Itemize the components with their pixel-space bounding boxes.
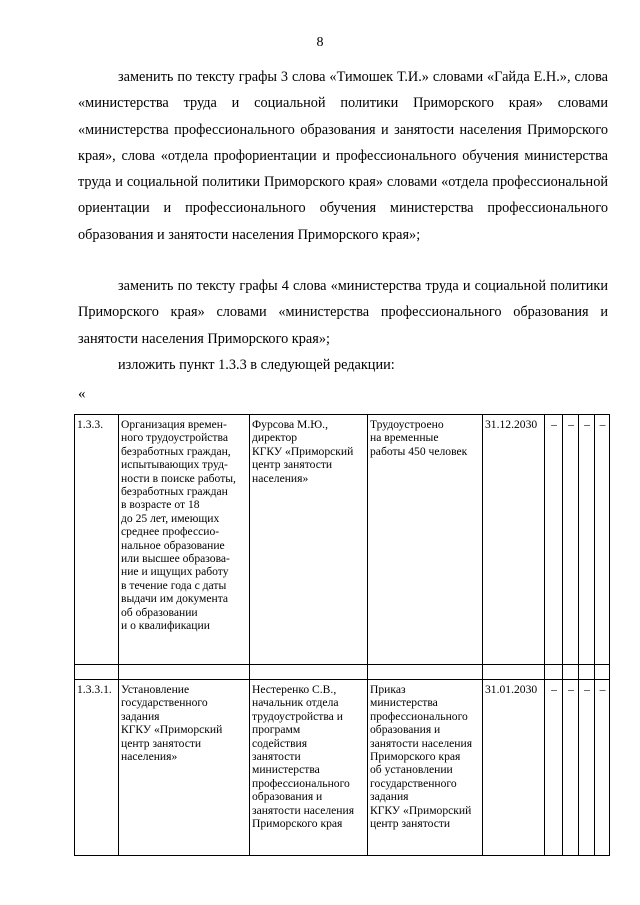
item-name: Установление государственного задания КГКУ «Приморский центр занятости населения» bbox=[119, 680, 250, 856]
item-name: Организация времен- ного трудоустройства безработных граждан, испытывающих труд- ности в поиске работы, безработных граждан в возрасте от 18 до 25 лет, имеющих среднее профессио- нальное образование или высшее образова- ние и ищущих работу в течение года с даты выдачи им документа об образовании и о квалификации bbox=[119, 415, 250, 665]
paragraph-1: заменить по тексту графы 3 слова «Тимошек Т.И.» словами «Гайда Е.Н.», слова «министерства труда и социальной политики Приморского края» словами «министерства профессионального образования и занятости населения Приморского края», слова «отдела профориентации и профессионального обучения министерства труда и социальной политики Приморского края» словами «отдела профессиональной ориентации и профессионального обучения министерства профессионального образования и занятости населения Приморского края»; bbox=[78, 69, 608, 243]
opening-quote: « bbox=[78, 386, 86, 402]
item-funding-2: – bbox=[563, 415, 579, 665]
item-number: 1.3.3. bbox=[75, 415, 119, 665]
item-responsible: Фурсова М.Ю., директор КГКУ «Приморский центр занятости населения» bbox=[250, 415, 368, 665]
item-funding-3: – bbox=[579, 415, 595, 665]
item-date: 31.12.2030 bbox=[483, 415, 545, 665]
table-row bbox=[75, 415, 610, 665]
item-funding-4: – bbox=[595, 415, 610, 665]
item-result: Приказ министерства профессионального образования и занятости населения Приморского края об установлении государственного задания КГКУ «Приморский центр занятости bbox=[368, 680, 483, 856]
item-funding-1: – bbox=[545, 415, 563, 665]
paragraph-3: изложить пункт 1.3.3 в следующей редакции: bbox=[118, 357, 395, 373]
item-funding-2: – bbox=[563, 680, 579, 856]
plan-table bbox=[74, 414, 610, 856]
page-number: 8 bbox=[316, 35, 324, 50]
item-result: Трудоустроено на временные работы 450 человек bbox=[368, 415, 483, 665]
item-date: 31.01.2030 bbox=[483, 680, 545, 856]
table-gap-row bbox=[75, 665, 610, 680]
item-funding-1: – bbox=[545, 680, 563, 856]
item-number: 1.3.3.1. bbox=[75, 680, 119, 856]
item-funding-4: – bbox=[595, 680, 610, 856]
table-row bbox=[75, 680, 610, 856]
paragraph-2: заменить по тексту графы 4 слова «министерства труда и социальной политики Приморского края» словами «министерства профессионального образования и занятости населения Приморского края»; bbox=[78, 278, 608, 347]
item-funding-3: – bbox=[579, 680, 595, 856]
item-responsible: Нестеренко С.В., начальник отдела трудоустройства и программ содействия занятости министерства профессионального образования и занятости населения Приморского края bbox=[250, 680, 368, 856]
